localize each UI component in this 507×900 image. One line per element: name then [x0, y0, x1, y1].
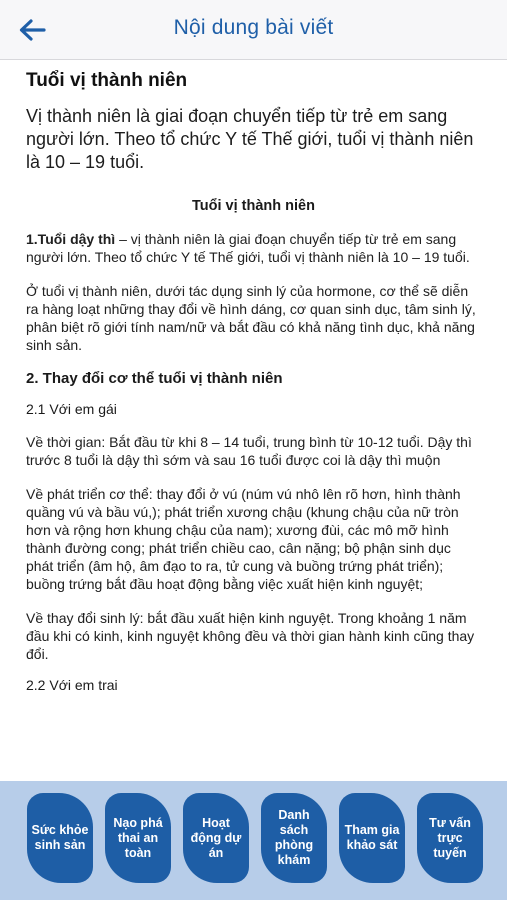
post-title: Tuổi vị thành niên	[26, 70, 188, 91]
paragraph: Ở tuổi vị thành niên, dưới tác dụng sinh lý của hormone, cơ thể sẽ diễn ra hàng loạt những thay đổi về hình dáng, cơ quan sinh dục, tâm sinh lý, phân biệt rõ giới tính nam/nữ và bắt đầu có khả năng tình dục, khả năng sinh sản.	[26, 283, 476, 353]
action-safe-abortion-button[interactable]: Nạo phá thai an toàn	[105, 793, 171, 883]
paragraph	[26, 230, 481, 266]
article-content[interactable]	[0, 61, 507, 781]
subsection-title: 2.1 Với em gái	[26, 401, 117, 417]
post-lead: Vị thành niên là giai đoạn chuyển tiếp từ trẻ em sang người lớn. Theo tổ chức Y tế Thế giới, tuổi vị thành niên là 10 – 19 tuổi.	[26, 106, 474, 172]
action-reproductive-health-button[interactable]: Sức khỏe sinh sản	[27, 793, 93, 883]
bottom-action-bar	[0, 781, 507, 900]
subsection-title: 2.2 Với em trai	[26, 677, 118, 693]
section-heading: Tuổi vị thành niên	[192, 198, 315, 214]
subheading: 2. Thay đổi cơ thể tuổi vị thành niên	[26, 370, 283, 387]
paragraph: Về phát triển cơ thể: thay đổi ở vú (núm vú nhô lên rõ hơn, hình thành quầng vú và bầu vú,); phát triển xương chậu (khung chậu của nữ tròn hơn và rộng hơn khung chậu của nam); xương đùi, các mô mỡ hình thành đường cong; phát triển chiều cao, cân nặng; bộ phận sinh dục phát triển (âm hộ, âm đạo to ra, tử cung và buồng trứng phát triển); buồng trứng bắt đầu hoạt động bằng việc xuất hiện kinh nguyệt;	[26, 486, 461, 592]
action-survey-button[interactable]: Tham gia khảo sát	[339, 793, 405, 883]
page-title: Nội dung bài viết	[173, 16, 334, 39]
action-online-consult-button[interactable]: Tư vấn trực tuyến	[417, 793, 483, 883]
paragraph-bold-lead: 1.Tuổi dậy thì	[26, 231, 116, 247]
paragraph: Về thay đổi sinh lý: bắt đầu xuất hiện kinh nguyệt. Trong khoảng 1 năm đầu khi có kinh, kinh nguyệt không đều và thời gian hành kinh cũng thay đổi.	[26, 610, 475, 662]
app-header	[0, 0, 507, 60]
action-clinic-list-button[interactable]: Danh sách phòng khám	[261, 793, 327, 883]
paragraph-text: – vị thành niên là giai đoạn chuyển tiếp từ trẻ em sang người lớn. Theo tổ chức Y tế Thế giới, tuổi vị thành niên là 10 – 19 tuổi.	[26, 231, 470, 265]
paragraph: Về thời gian: Bắt đầu từ khi 8 – 14 tuổi, trung bình từ 10-12 tuổi. Dậy thì trước 8 tuổi là dậy thì sớm và sau 16 tuổi được coi là dậy thì muộn	[26, 434, 472, 468]
action-project-activities-button[interactable]: Hoạt động dự án	[183, 793, 249, 883]
